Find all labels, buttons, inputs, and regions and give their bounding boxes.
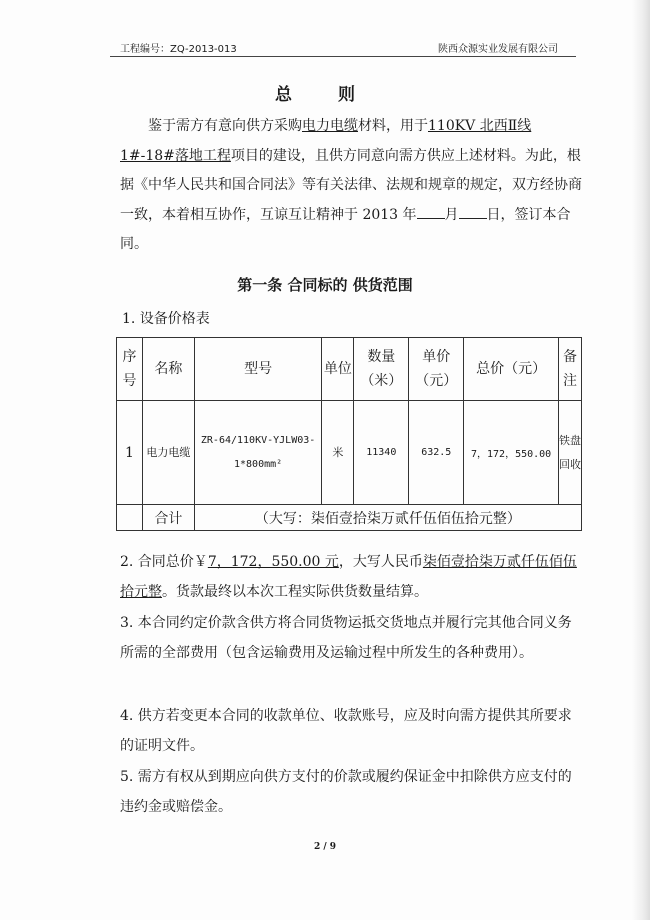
intro-text-2: 材料，用于 xyxy=(358,118,428,134)
table-header-row xyxy=(117,338,582,401)
page-number: 2 / 9 xyxy=(313,842,337,852)
item-2-text-1: 2. 合同总价￥ xyxy=(120,554,208,570)
equipment-price-table xyxy=(116,337,582,531)
contract-total-amount: 7，172，550.00 元 xyxy=(207,554,339,570)
cell-seq: 1 xyxy=(117,401,143,505)
project-number: 工程编号：ZQ-2013-013 xyxy=(120,44,237,55)
intro-text-1: 鉴于需方有意向供方采购 xyxy=(148,118,302,134)
header-unit: 单位 xyxy=(322,338,354,401)
cell-unit: 米 xyxy=(322,401,354,505)
cell-price: 632.5 xyxy=(409,401,464,505)
cell-qty: 11340 xyxy=(354,401,409,505)
month-blank xyxy=(417,205,445,219)
list-item: 4. 供方若变更本合同的收款单位、收款账号，应及时向需方提供其所要求的证明文件。 xyxy=(120,708,572,754)
header-name: 名称 xyxy=(142,338,194,401)
total-amount-in-words: （大写：柒佰壹拾柒万贰仟伍佰伍拾元整） xyxy=(194,505,581,531)
price-table-caption: 1. 设备价格表 xyxy=(122,311,210,327)
cell-model: ZR-64/110KV-YJLW03-1*800mm² xyxy=(194,401,322,505)
intro-paragraph xyxy=(120,112,583,260)
total-label: 合计 xyxy=(142,505,194,531)
item-2-text-3: 。货款最终以本次工程实际供货数量结算。 xyxy=(162,583,428,600)
table-total-row xyxy=(117,505,582,531)
cell-note: 铁盘回收 xyxy=(558,401,581,505)
day-blank xyxy=(459,205,487,219)
header-note: 备注 xyxy=(558,338,581,401)
list-item: 5. 需方有权从到期应向供方支付的价款或履约保证金中扣除供方应支付的违约金或赔偿金。 xyxy=(120,769,572,815)
article-1-title: 第一条 合同标的 供货范围 xyxy=(237,276,413,294)
company-name: 陕西众源实业发展有限公司 xyxy=(438,44,558,55)
header-qty: 数量（米） xyxy=(354,338,409,401)
table-row xyxy=(117,401,582,505)
header-price: 单价（元） xyxy=(409,338,464,401)
list-item xyxy=(120,548,585,607)
page-edge-shadow xyxy=(632,0,650,920)
header-seq: 序号 xyxy=(117,338,143,401)
cell-total: 7，172，550.00 xyxy=(464,401,559,505)
item-2-text-2: ，大写人民币 xyxy=(338,554,423,570)
page-title: 总 则 xyxy=(275,85,375,105)
header-divider xyxy=(110,56,576,57)
header-total: 总价（元） xyxy=(464,338,559,401)
project-name: 110KV 北西Ⅱ线 1#-18#落地工程 xyxy=(120,118,532,164)
list-item: 3. 本合同约定价款含供方将合同货物运抵交货地点并履行完其他合同义务所需的全部费用（包含运输费用及运输过程中所发生的各种费用）。 xyxy=(120,615,572,661)
intro-text-4: 日，签订本合同。 xyxy=(120,206,571,252)
cell-name: 电力电缆 xyxy=(142,401,194,505)
contract-total-words: 柒佰壹拾柒万贰仟伍佰伍拾元整 xyxy=(120,554,577,600)
month-label: 月 xyxy=(444,206,459,223)
intro-text-3: 项目的建设，且供方同意向需方供应上述材料。为此，根据《中华人民共和国合同法》等有关法律、法规和规章的规定，双方经协商一致，本着相互协作，互谅互让精神于 2013 年 xyxy=(120,147,582,223)
header-model: 型号 xyxy=(194,338,322,401)
material-name: 电力电缆 xyxy=(302,118,358,134)
